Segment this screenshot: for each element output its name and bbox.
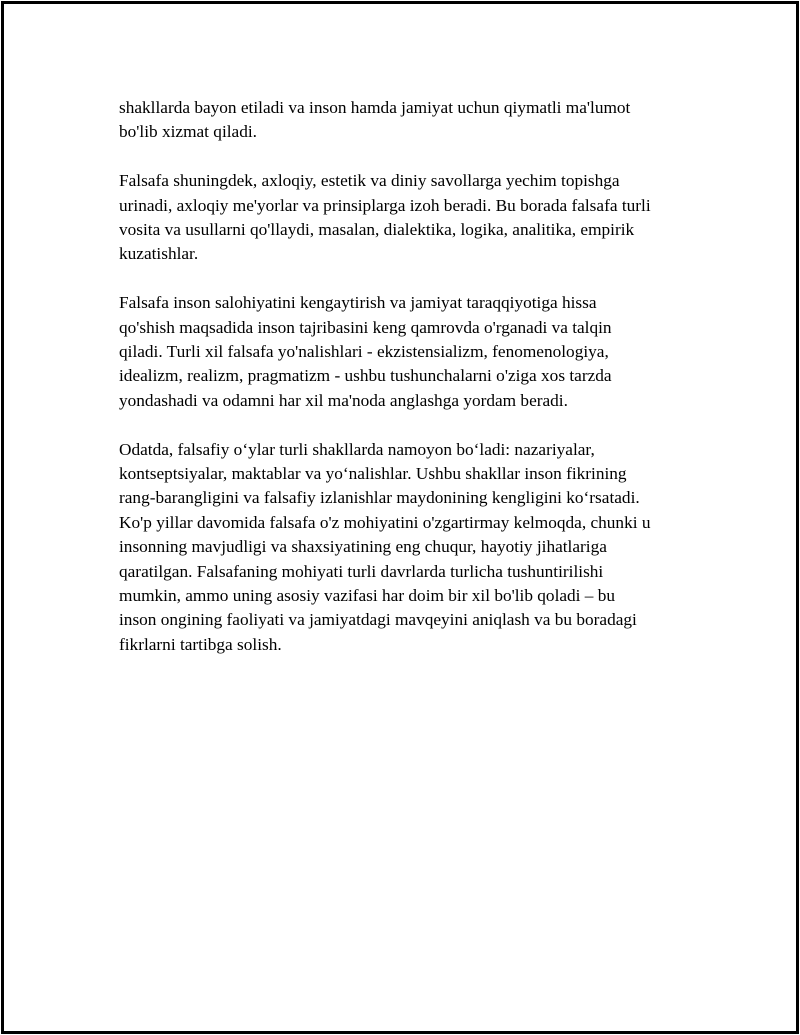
document-body (119, 96, 699, 682)
text-line: qiladi. Turli xil falsafa yo'nalishlari - ekzistensializm, fenomenologiya, (119, 342, 609, 362)
text-line: shakllarda bayon etiladi va inson hamda jamiyat uchun qiymatli ma'lumot (119, 98, 631, 117)
paragraph-1 (119, 96, 699, 145)
text-line: yondashadi va odamni har xil ma'noda anglashga yordam beradi. (119, 390, 568, 410)
text-line: fikrlarni tartibga solish. (119, 634, 282, 654)
text-line: kuzatishlar. (119, 244, 199, 264)
text-line: inson ongining faoliyati va jamiyatdagi mavqeyini aniqlash va bu boradagi (119, 610, 637, 630)
text-line: insonning mavjudligi va shaxsiyatining eng chuqur, hayotiy jihatlariga (119, 537, 607, 557)
text-line: Odatda, falsafiy o‘ylar turli shakllarda namoyon bo‘ladi: nazariyalar, (119, 439, 595, 459)
text-line: qo'shish maqsadida inson tajribasini keng qamrovda o'rganadi va talqin (119, 317, 612, 337)
text-line: Ko'p yillar davomida falsafa o'z mohiyatini o'zgartirmay kelmoqda, chunki u (119, 512, 651, 532)
paragraph-3 (119, 291, 699, 413)
text-line: urinadi, axloqiy me'yorlar va prinsiplarga izoh beradi. Bu borada falsafa turli (119, 195, 651, 215)
text-line: mumkin, ammo uning asosiy vazifasi har doim bir xil bo'lib qoladi – bu (119, 586, 616, 606)
text-line: Falsafa inson salohiyatini kengaytirish va jamiyat taraqqiyotiga hissa (119, 293, 597, 313)
text-line: Falsafa shuningdek, axloqiy, estetik va diniy savollarga yechim topishga (119, 171, 620, 191)
paragraph-2 (119, 169, 699, 267)
text-line: bo'lib xizmat qiladi. (119, 122, 257, 142)
text-line: idealizm, realizm, pragmatizm - ushbu tushunchalarni o'ziga xos tarzda (119, 366, 612, 386)
text-line: rang-barangligini va falsafiy izlanishlar maydonining kengligini ko‘rsatadi. (119, 488, 640, 508)
page-frame (1, 1, 799, 1034)
text-line: kontseptsiyalar, maktablar va yo‘nalishlar. Ushbu shakllar inson fikrining (119, 464, 627, 484)
text-line: vosita va usullarni qo'llaydi, masalan, dialektika, logika, analitika, empirik (119, 220, 635, 240)
text-line: qaratilgan. Falsafaning mohiyati turli davrlarda turlicha tushuntirilishi (119, 561, 604, 581)
paragraph-4 (119, 438, 699, 658)
